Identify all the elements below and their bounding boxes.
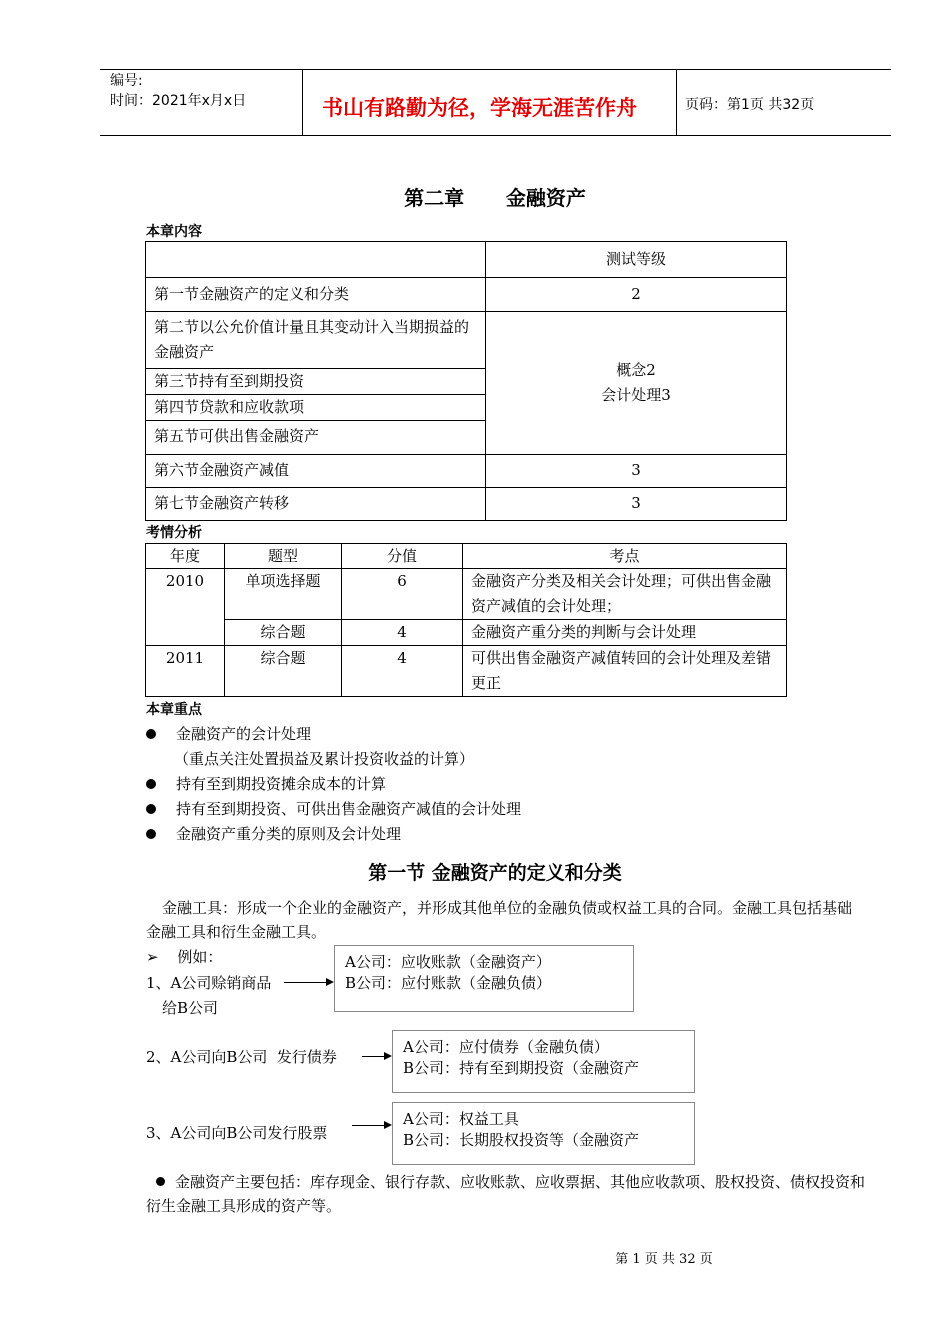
exam-score: 4 [342, 620, 463, 646]
section-level: 3 [486, 488, 787, 521]
serial-label: 编号: [110, 73, 143, 89]
page-footer: 第 1 页 共 32 页 [615, 1252, 713, 1267]
section1-para2: 金融资产主要包括：库存现金、银行存款、应收账款、应收票据、其他应收款项、股权投资、债权投资和衍生金融工具形成的资产等。 [146, 1173, 866, 1215]
bullet-icon [146, 804, 156, 814]
example-box [392, 1030, 695, 1093]
exam-col-score: 分值 [342, 544, 463, 569]
exam-table [145, 543, 787, 697]
exam-type: 单项选择题 [225, 569, 342, 620]
example-box [392, 1102, 695, 1165]
key-item: 金融资产重分类的原则及会计处理 [146, 823, 401, 844]
arrow-icon [384, 1121, 392, 1129]
example-label: 例如： [177, 948, 223, 966]
merged-level-line2: 会计处理3 [601, 386, 671, 404]
example-box [334, 945, 634, 1012]
content-heading: 本章内容 [146, 224, 202, 240]
motto: 书山有路勤为径，学海无涯苦作舟 [322, 96, 637, 120]
example-box-line: B公司：长期股权投资等（金融资产 [403, 1131, 640, 1149]
key-item: 金融资产的会计处理 [146, 723, 311, 744]
exam-point: 金融资产重分类的判断与会计处理 [463, 620, 787, 646]
section-name: 第一节金融资产的定义和分类 [146, 278, 486, 312]
header-top-rule [100, 69, 891, 70]
section-name: 第四节贷款和应收款项 [146, 395, 486, 421]
example-label-row [146, 946, 222, 967]
table-row [146, 312, 787, 369]
table-row [146, 455, 787, 488]
exam-row [146, 569, 787, 620]
page-label: 页码：第1页 共32页 [685, 97, 815, 113]
section1-para1: 金融工具：形成一个企业的金融资产，并形成其他单位的金融负债或权益工具的合同。金融工具包括基础金融工具和衍生金融工具。 [146, 899, 853, 941]
time-label: 时间：2021年x月x日 [110, 93, 247, 109]
bullet-icon [156, 1177, 165, 1186]
section-name: 第五节可供出售金融资产 [146, 421, 486, 455]
section1-title: 第一节 金融资产的定义和分类 [368, 862, 622, 884]
example-arrow [362, 1056, 384, 1057]
example-left: 1、A公司赊销商品 [146, 974, 272, 992]
arrow-icon [384, 1052, 392, 1060]
exam-row [146, 620, 787, 646]
example-box-line: B公司：持有至到期投资（金融资产 [403, 1059, 640, 1077]
table-header-empty [146, 242, 486, 278]
table-row [146, 278, 787, 312]
exam-heading: 考情分析 [146, 525, 202, 541]
section-level: 3 [486, 455, 787, 488]
exam-point: 金融资产分类及相关会计处理；可供出售金融资产减值的会计处理； [463, 569, 787, 620]
example-box-line: A公司：权益工具 [403, 1110, 519, 1128]
key-item-note: （重点关注处置损益及累计投资收益的计算） [174, 750, 475, 768]
exam-year: 2010 [146, 569, 225, 646]
exam-year: 2011 [146, 646, 225, 697]
example-box-line: A公司：应付债券（金融负债） [403, 1038, 609, 1056]
section-level: 2 [486, 278, 787, 312]
key-heading: 本章重点 [146, 702, 202, 718]
key-item: 持有至到期投资、可供出售金融资产减值的会计处理 [146, 798, 521, 819]
example-left-cont: 给B公司 [162, 999, 219, 1017]
exam-point: 可供出售金融资产减值转回的会计处理及差错更正 [463, 646, 787, 697]
key-item: 持有至到期投资摊余成本的计算 [146, 773, 386, 794]
content-table [145, 241, 787, 521]
exam-score: 6 [342, 569, 463, 620]
exam-row [146, 646, 787, 697]
section-name: 第二节以公允价值计量且其变动计入当期损益的金融资产 [146, 312, 486, 369]
chapter-title: 第二章 金融资产 [404, 186, 586, 210]
section-name: 第七节金融资产转移 [146, 488, 486, 521]
example-left: 3、A公司向B公司发行股票 [146, 1124, 328, 1142]
example-left: 2、A公司向B公司 发行债券 [146, 1048, 337, 1066]
example-box-line: A公司：应收账款（金融资产） [345, 953, 551, 971]
table-header-level: 测试等级 [486, 242, 787, 278]
arrow-icon [326, 978, 334, 986]
exam-score: 4 [342, 646, 463, 697]
exam-col-type: 题型 [225, 544, 342, 569]
example-arrow [352, 1125, 384, 1126]
example-box-line: B公司：应付账款（金融负债） [345, 974, 552, 992]
arrow-bullet-icon: ➢ [146, 948, 159, 966]
merged-level-line1: 概念2 [616, 361, 656, 379]
bullet-icon [146, 829, 156, 839]
bullet-icon [146, 779, 156, 789]
exam-type: 综合题 [225, 646, 342, 697]
section-name: 第三节持有至到期投资 [146, 369, 486, 395]
header-divider [676, 69, 677, 136]
header-divider [302, 69, 303, 136]
header-bottom-rule [100, 135, 891, 136]
exam-header-row [146, 544, 787, 569]
exam-type: 综合题 [225, 620, 342, 646]
exam-col-year: 年度 [146, 544, 225, 569]
merged-level [486, 312, 787, 455]
table-row [146, 488, 787, 521]
exam-col-point: 考点 [463, 544, 787, 569]
bullet-icon [146, 729, 156, 739]
section-name: 第六节金融资产减值 [146, 455, 486, 488]
example-arrow [284, 982, 326, 983]
